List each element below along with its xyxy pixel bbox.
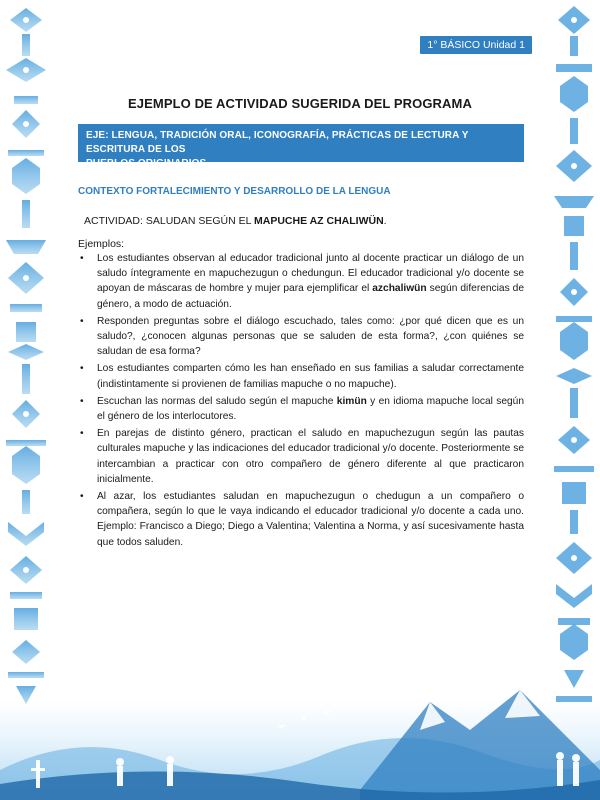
landscape-icon <box>0 660 600 800</box>
item-text: Los estudiantes comparten cómo les han enseñado en sus familias a saludar correctamente (indistintamente si provienen de familias mapuche o no mapuche). <box>97 363 524 390</box>
item-bold: kimün <box>336 395 367 407</box>
item-text-after: y en idioma mapuche local según el género de los interlocutores. <box>97 395 524 423</box>
axis-line-2: PUEBLOS ORIGINARIOS <box>86 158 207 169</box>
item-bold: azchaliwün <box>372 283 427 295</box>
list-item <box>78 251 524 312</box>
item-text: Responden preguntas sobre el diálogo escuchado, tales como: ¿por qué dicen que es un saludo?, ¿conocen algunas personas que se saluden de esta forma?, ¿con quiénes se saludan de esa forma? <box>97 315 524 358</box>
bullet-icon: • <box>80 428 84 440</box>
item-text: Al azar, los estudiantes saludan en mapuchezugun o chedugun a un compañero o compañera, según lo que le vaya indicando el educador tradicional y/o docente a cada uno. Ejemplo: Francisco a Diego; Diego a Valentina; Valentina a Norma, y así sucesivamente hasta que todos saluden. <box>97 491 524 548</box>
activity-suffix: . <box>383 215 387 227</box>
bullet-icon: • <box>80 491 84 503</box>
item-text: Los estudiantes observan al educador tradicional junto al docente practicar un diálogo de un saludo íntegramente en mapuchezugun o chedungun. El educador tradicional y/o docente se apoyan de máscaras de hombre y mujer para ejemplificar el <box>97 253 524 295</box>
activity-name: MAPUCHE AZ CHALIWÜN <box>253 215 384 227</box>
list-item <box>78 489 524 550</box>
bullet-icon: • <box>80 253 84 264</box>
examples-list <box>78 251 524 552</box>
examples-label: Ejemplos: <box>78 238 125 250</box>
list-item <box>78 314 524 360</box>
list-item <box>78 394 524 424</box>
footer-illustration <box>0 660 600 800</box>
axis-banner <box>78 124 524 169</box>
page-title: EJEMPLO DE ACTIVIDAD SUGERIDA DEL PROGRAMA <box>128 96 472 111</box>
activity-line <box>84 215 387 227</box>
bullet-icon: • <box>80 363 84 375</box>
section-heading: CONTEXTO FORTALECIMIENTO Y DESARROLLO DE LA LENGUA <box>78 186 391 197</box>
axis-line-1: EJE: LENGUA, TRADICIÓN ORAL, ICONOGRAFÍA, PRÁCTICAS DE LECTURA Y ESCRITURA DE LOS <box>86 130 469 155</box>
list-item <box>78 426 524 487</box>
list-item <box>78 361 524 391</box>
bullet-icon: • <box>80 395 84 407</box>
unit-badge: 1° BÁSICO Unidad 1 <box>420 36 532 54</box>
item-text: En parejas de distinto género, practican el saludo en mapuchezugun según las pautas culturales mapuche y las indicaciones del educador tradicional y/o docente. Posteriormente se intercambian a practicar con otro compañero de género diferente al que practicaron inicialmente. <box>97 428 524 485</box>
bullet-icon: • <box>80 315 84 327</box>
item-text-after: según diferencias de género, a modo de actuación. <box>97 283 524 310</box>
activity-prefix: ACTIVIDAD: SALUDAN SEGÚN EL <box>84 215 254 227</box>
item-text: Escuchan las normas del saludo según el mapuche <box>97 395 337 407</box>
